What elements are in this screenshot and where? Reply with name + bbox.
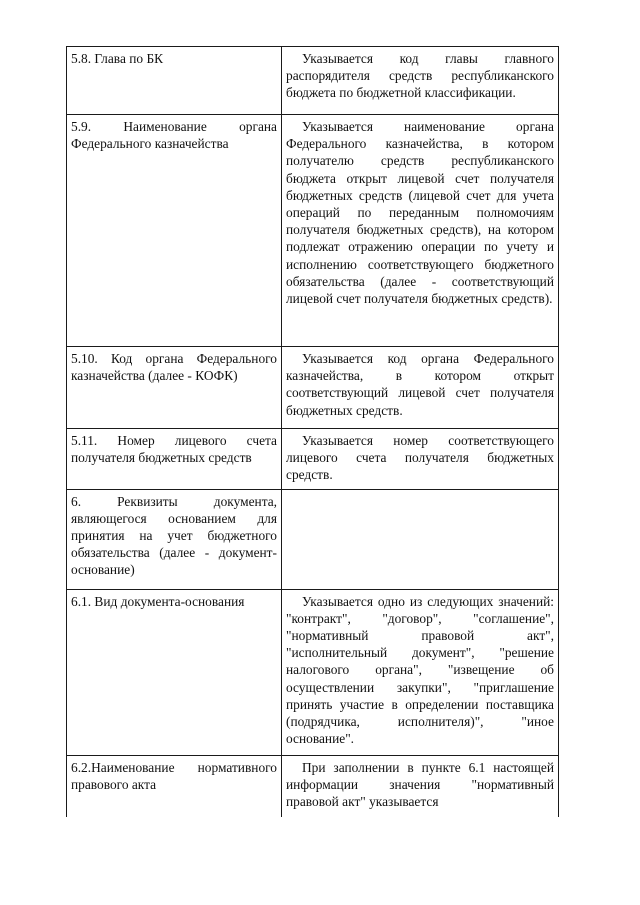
table-row xyxy=(67,589,559,755)
field-description-cell: Указывается наименование органа Федерального казначейства, в котором получателю средств республиканского бюджета открыт лицевой счет получателя бюджетных средств (лицевой счет для учета операций по переданным полномочиям получателя бюджетных средств), на котором подлежат отражению операции по учету и исполнению соответствующего бюджетного обязательства (далее - соответствующий лицевой счет получателя бюджетных средств). xyxy=(282,115,559,347)
field-name-cell: 5.11. Номер лицевого счета получателя бюджетных средств xyxy=(67,429,282,490)
field-description-cell: При заполнении в пункте 6.1 настоящей информации значения "нормативный правовой акт" указывается xyxy=(282,755,559,817)
field-name-cell: 5.8. Глава по БК xyxy=(67,47,282,115)
field-description-cell: Указывается номер соответствующего лицевого счета получателя бюджетных средств. xyxy=(282,429,559,490)
table-row xyxy=(67,755,559,817)
field-name-cell: 5.9. Наименование органа Федерального казначейства xyxy=(67,115,282,347)
table-row xyxy=(67,347,559,429)
table-row xyxy=(67,429,559,490)
table-row xyxy=(67,47,559,115)
field-name-cell: 6.1. Вид документа-основания xyxy=(67,589,282,755)
table-row xyxy=(67,489,559,589)
field-description-cell: Указывается код главы главного распорядителя средств республиканского бюджета по бюджетной классификации. xyxy=(282,47,559,115)
field-name-cell: 6.2.Наименование нормативного правового акта xyxy=(67,755,282,817)
field-name-cell: 5.10. Код органа Федерального казначейства (далее - КОФК) xyxy=(67,347,282,429)
empty-cell xyxy=(282,489,559,589)
field-description-cell: Указывается одно из следующих значений: "контракт", "договор", "соглашение", "нормативный правовой акт", "исполнительный документ", "решение налогового органа", "извещение об осуществлении закупки", "приглашение принять участие в определении поставщика (подрядчика, исполнителя)", "иное основание". xyxy=(282,589,559,755)
table-row xyxy=(67,115,559,347)
requisites-table xyxy=(66,46,559,817)
field-description-cell: Указывается код органа Федерального казначейства, в котором открыт соответствующий лицевой счет получателя бюджетных средств. xyxy=(282,347,559,429)
section-heading-cell: 6. Реквизиты документа, являющегося основанием для принятия на учет бюджетного обязательства (далее - документ-основание) xyxy=(67,489,282,589)
